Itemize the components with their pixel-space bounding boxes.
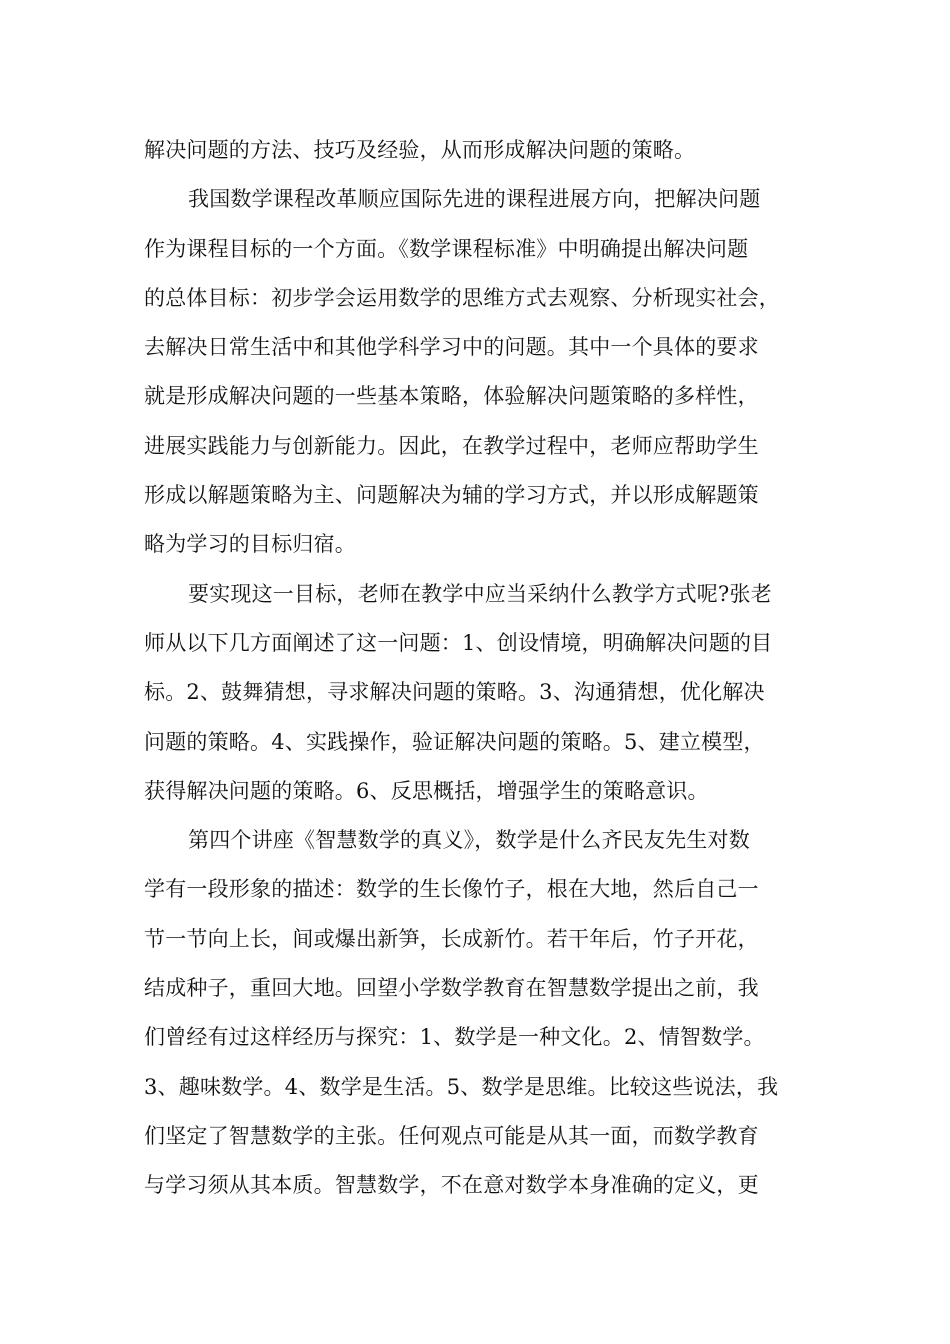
body-text bbox=[144, 126, 824, 1211]
text-line: 的总体目标：初步学会运用数学的思维方式去观察、分析现实社会， bbox=[144, 285, 780, 310]
text-line: 获得解决问题的策略。6、反思概括，增强学生的策略意识。 bbox=[144, 778, 709, 803]
text-line: 标。2、鼓舞猜想，寻求解决问题的策略。3、沟通猜想，优化解决 bbox=[144, 680, 765, 705]
text-line: 们坚定了智慧数学的主张。任何观点可能是从其一面，而数学教育 bbox=[144, 1123, 759, 1148]
text-line: 就是形成解决问题的一些基本策略，体验解决问题策略的多样性， bbox=[144, 384, 759, 409]
text-line: 们曾经有过这样经历与探究：1、数学是一种文化。2、情智数学。 bbox=[144, 1025, 765, 1050]
text-line: 与学习须从其本质。智慧数学，不在意对数学本身准确的定义，更 bbox=[144, 1173, 759, 1198]
paragraph-first-line: 我国数学课程改革顺应国际先进的课程进展方向，把解决问题 bbox=[188, 187, 761, 212]
text-line: 去解决日常生活中和其他学科学习中的问题。其中一个具体的要求 bbox=[144, 335, 759, 360]
text-line: 形成以解题策略为主、问题解决为辅的学习方式，并以形成解题策 bbox=[144, 483, 759, 508]
text-line: 3、趣味数学。4、数学是生活。5、数学是思维。比较这些说法，我 bbox=[144, 1074, 779, 1099]
text-line: 问题的策略。4、实践操作，验证解决问题的策略。5、建立模型， bbox=[144, 729, 765, 754]
text-line: 节一节向上长，间或爆出新笋，长成新竹。若干年后，竹子开花， bbox=[144, 926, 759, 951]
text-line: 学有一段形象的描述：数学的生长像竹子，根在大地，然后自己一 bbox=[144, 877, 759, 902]
text-line: 作为课程目标的一个方面。《数学课程标准》中明确提出解决问题 bbox=[144, 236, 749, 261]
paragraph-first-line: 要实现这一目标，老师在教学中应当采纳什么教学方式呢?张老 bbox=[188, 581, 772, 606]
text-line: 解决问题的方法、技巧及经验，从而形成解决问题的策略。 bbox=[144, 138, 696, 162]
text-line: 略为学习的目标归宿。 bbox=[144, 532, 356, 557]
paragraph-first-line: 第四个讲座《智慧数学的真义》，数学是什么齐民友先生对数 bbox=[188, 828, 750, 853]
text-line: 结成种子，重回大地。回望小学数学教育在智慧数学提出之前，我 bbox=[144, 976, 759, 1001]
text-line: 进展实践能力与创新能力。因此，在教学过程中，老师应帮助学生 bbox=[144, 433, 759, 458]
text-line: 师从以下几方面阐述了这一问题：1、创设情境，明确解决问题的目 bbox=[144, 630, 773, 655]
